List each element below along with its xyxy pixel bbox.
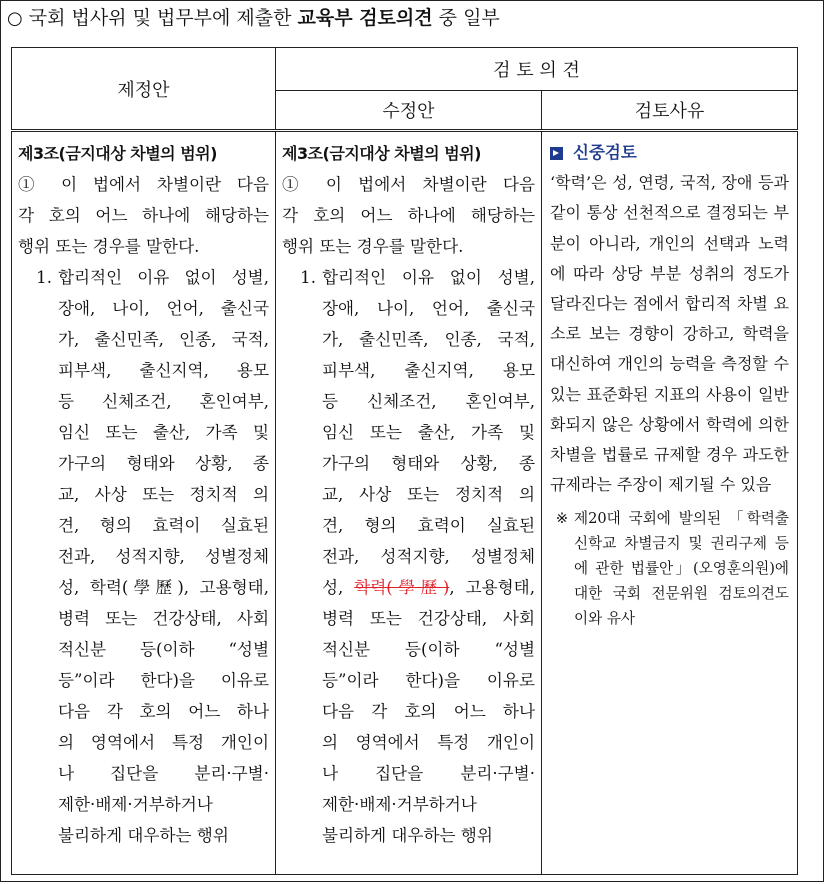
revised-item-line-education: 성, 학력(學歷), 고용형태,: [322, 578, 535, 597]
proposal-article-title: 제3조(금지대상 차별의 범위): [18, 144, 217, 163]
revised-item-line: 가구의 형태와 상황, 종: [322, 454, 535, 473]
struck-education-term: 학력(學歷): [354, 578, 450, 597]
proposal-item-line: 임신 또는 출산, 가족 및: [58, 423, 269, 442]
revised-item-number: 1.: [300, 268, 316, 287]
proposal-item-number: 1.: [36, 268, 52, 287]
reason-cell: [542, 131, 798, 875]
header-revised: 수정안: [276, 91, 542, 131]
header-review-group: 검 토 의 견: [276, 48, 798, 91]
revised-item-line: 제한·배제·거부하거나: [322, 795, 477, 814]
circle-bullet-icon: ○: [7, 8, 23, 29]
revised-item-line: 다음 각 호의 어느 하나: [322, 702, 535, 721]
revised-item-line: 장애, 나이, 언어, 출신국: [322, 299, 535, 318]
proposal-para-line: 행위 또는 경우를 말한다.: [18, 237, 200, 256]
proposal-item-line: 합리적인 이유 없이 성별,: [58, 268, 269, 287]
revised-para-line: ① 이 법에서 차별이란 다음: [282, 175, 535, 194]
document-heading: [7, 5, 500, 32]
education-term: 학력(學歷),: [89, 578, 190, 597]
revised-item-line: 등 신체조건, 혼인여부,: [322, 392, 535, 411]
revised-item-line: 병력 또는 건강상태, 사회: [322, 609, 535, 628]
proposal-item-line: 전과, 성적지향, 성별정체: [58, 547, 269, 566]
proposal-item-line: 등 신체조건, 혼인여부,: [58, 392, 269, 411]
revised-item-line: 합리적인 이유 없이 성별,: [322, 268, 535, 287]
revised-para-line: 행위 또는 경우를 말한다.: [282, 237, 464, 256]
heading-text-bold: 교육부 검토의견: [297, 7, 433, 29]
reference-mark-icon: ※: [555, 510, 569, 528]
proposal-item-line: 장애, 나이, 언어, 출신국: [58, 299, 269, 318]
proposal-item-line: 교, 사상 또는 정치적 의: [58, 485, 269, 504]
reason-title: [550, 138, 789, 168]
proposal-cell: [12, 131, 276, 875]
arrow-box-icon: [550, 147, 563, 160]
revised-item-line: 등”이라 한다)을 이유로: [322, 671, 535, 690]
proposal-item-line: 의 영역에서 특정 개인이: [58, 733, 269, 752]
proposal-item-line: 불리하게 대우하는 행위: [58, 826, 229, 845]
reason-title-text: 신중검토: [573, 143, 637, 162]
proposal-para-line: 각 호의 어느 하나에 해당하는: [18, 206, 269, 225]
revised-item: [282, 262, 535, 851]
heading-text-before: 국회 법사위 및 법무부에 제출한: [28, 7, 292, 29]
review-table: [11, 47, 798, 875]
revised-item-line: 가, 출신민족, 인종, 국적,: [322, 330, 535, 349]
proposal-item-line: 견, 형의 효력이 실효된: [58, 516, 269, 535]
proposal-item: [18, 262, 269, 851]
header-proposal: 제정안: [12, 48, 276, 131]
revised-item-line: 불리하게 대우하는 행위: [322, 826, 493, 845]
proposal-item-line: 병력 또는 건강상태, 사회: [58, 609, 269, 628]
proposal-item-line: 등”이라 한다)을 이유로: [58, 671, 269, 690]
proposal-item-line: 가구의 형태와 상황, 종: [58, 454, 269, 473]
proposal-item-line: 제한·배제·거부하거나: [58, 795, 213, 814]
revised-cell: [276, 131, 542, 875]
proposal-item-line: 나 집단을 분리·구별·: [58, 764, 269, 783]
revised-item-line: 의 영역에서 특정 개인이: [322, 733, 535, 752]
heading-text-after: 중 일부: [438, 7, 500, 29]
proposal-item-line: 피부색, 출신지역, 용모: [58, 361, 269, 380]
reason-body: ‘학력’은 성, 연령, 국적, 장애 등과 같이 통상 선천적으로 결정되는 부분이 아니라, 개인의 선택과 노력에 따라 상당 부분 성취의 정도가 달라진다는 점에서 합리적 차별 요소로 보는 경향이 강하고, 학력을 대신하여 개인의 능력을 측정할 수 있는 표준화된 지표의 사용이 일반화되지 않은 상황에서 학력에 의한 차별을 법률로 규제할 경우 과도한 규제라는 주장이 제기될 수 있음: [550, 173, 789, 495]
revised-article-title: 제3조(금지대상 차별의 범위): [282, 144, 481, 163]
proposal-para-line: ① 이 법에서 차별이란 다음: [18, 175, 269, 194]
revised-item-line: 전과, 성적지향, 성별정체: [322, 547, 535, 566]
revised-item-line: 견, 형의 효력이 실효된: [322, 516, 535, 535]
reason-note-text: 제20대 국회에 발의된 「학력출신학교 차별금지 및 권리구제 등에 관한 법률안」(오영훈의원)에 대한 국회 전문위원 검토의견도 이와 유사: [574, 510, 789, 628]
reason-note: [550, 506, 789, 631]
proposal-item-line: 가, 출신민족, 인종, 국적,: [58, 330, 269, 349]
proposal-item-line: 다음 각 호의 어느 하나: [58, 702, 269, 721]
revised-para-line: 각 호의 어느 하나에 해당하는: [282, 206, 535, 225]
proposal-item-line: 적신분 등(이하 “성별: [58, 640, 269, 659]
revised-item-line: 나 집단을 분리·구별·: [322, 764, 535, 783]
revised-item-line: 적신분 등(이하 “성별: [322, 640, 535, 659]
proposal-item-line-education: 성, 학력(學歷), 고용형태,: [58, 578, 269, 597]
header-reason: 검토사유: [542, 91, 798, 131]
revised-item-line: 교, 사상 또는 정치적 의: [322, 485, 535, 504]
revised-item-line: 임신 또는 출산, 가족 및: [322, 423, 535, 442]
revised-item-line: 피부색, 출신지역, 용모: [322, 361, 535, 380]
